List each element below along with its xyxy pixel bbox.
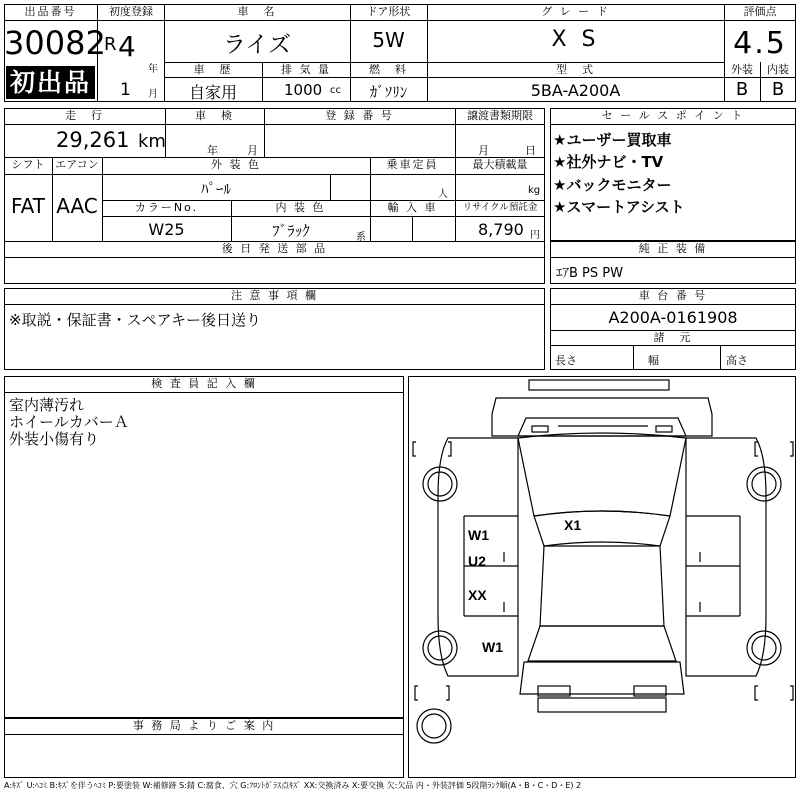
interior-grade-label: 内装 [767,63,789,76]
history-label: 車 歴 [193,63,233,76]
cc-unit: cc [330,85,341,96]
legend-footnote: A:ｷｽﾞ U:ﾍｺﾐ B:ｷｽﾞを伴うﾍｺﾐ P:要塗装 W:補修跡 S:錆 C:腐食、穴 G:ﾌﾛﾝﾄｶﾞﾗｽ点ｷｽﾞ XX:交換済み X:要交換 欠:欠品 内・外装評価 5段階ﾗﾝｸ順(A・B・C・D・E) 2 [4,781,582,790]
car-name-label: 車 名 [237,5,277,18]
sales-point-2: ★社外ナビ・TV [553,153,664,171]
month-unit: 月 [148,89,158,100]
damage-mark-xx: XX [468,587,487,603]
car-name: ライズ [222,32,292,58]
grade-label: グ レ ー ド [541,5,610,18]
exterior-grade-label: 外装 [731,63,753,76]
shift-value: FAT [10,194,45,218]
interior-color: ﾌﾞﾗｯｸ [272,222,310,240]
max-load-label: 最大積載量 [472,158,528,171]
model-label: 型 式 [556,63,595,76]
plate-number-label: 登 録 番 号 [325,109,394,122]
displacement-label: 排 気 量 [281,63,331,76]
inspector-note-1: 室内薄汚れ [9,396,85,414]
transfer-deadline-label: 譲渡書類期限 [467,109,533,122]
registration-month: 1 [120,80,131,100]
sales-points-label: セ ー ル ス ポ イ ン ト [601,109,745,122]
notes-label: 注 意 事 項 欄 [231,289,318,302]
first-listing-label: 初出品 [9,68,91,97]
lot-number-label: 出品番号 [24,5,77,18]
sales-point-4: ★スマートアシスト [553,198,685,216]
inspection-year-unit: 年 [207,144,218,157]
lot-number: 30082 [4,24,106,62]
inspector-note-2: ホイールカバーＡ [9,413,129,431]
color-number: W25 [148,220,185,239]
damage-mark-w1-front: W1 [468,527,489,543]
shift-label: シフト [11,158,45,171]
genuine-equipment-label: 純 正 装 備 [638,242,708,255]
km-unit: km [138,131,166,152]
capacity-unit: 人 [438,189,448,200]
mileage-label: 走 行 [65,109,104,122]
ac-label: エアコン [55,158,99,171]
chassis-number: A200A-0161908 [608,308,738,327]
interior-grade: B [771,79,785,100]
later-shipped-parts-label: 後 日 発 送 部 品 [221,242,328,255]
import-car-label: 輸 入 車 [387,201,438,214]
car-diagram [408,376,796,778]
fuel-type: ｶﾞｿﾘﾝ [369,83,408,101]
score-label: 評価点 [743,5,777,18]
inspector-note-3: 外装小傷有り [9,430,100,448]
genuine-equipment: ｴｱB PS PW [556,266,623,281]
capacity-label: 乗車定員 [386,158,439,171]
interior-color-suffix: 系 [356,232,366,243]
ac-value: AAC [56,194,98,218]
mileage-value: 29,261 [56,128,130,152]
damage-mark-u2: U2 [468,553,486,569]
fuel-label: 燃 料 [369,63,408,76]
door-type: 5W [372,28,405,52]
door-type-label: ドア形状 [366,5,411,18]
exterior-color: ﾊﾟｰﾙ [200,180,231,198]
displacement-value: 1000 [284,81,323,99]
year-unit: 年 [148,64,158,75]
registration-year: 4 [118,30,136,63]
sales-point-1: ★ユーザー買取車 [553,131,672,149]
specs-label: 諸 元 [653,331,693,344]
auction-score: 4.5 [733,26,787,61]
exterior-color-label: 外 装 色 [211,158,261,171]
transfer-month-unit: 月 [478,144,489,157]
width-label: 幅 [648,354,659,367]
exterior-grade: B [735,79,749,100]
notes-text: ※取説・保証書・スペアキー後日送り [9,311,261,329]
first-registration-label: 初度登録 [109,5,153,18]
office-notice-label: 事 務 局 よ り ご 案 内 [132,719,276,732]
load-unit: kg [528,185,541,196]
interior-color-label: 内 装 色 [275,201,326,214]
inspector-notes-label: 検 査 員 記 入 欄 [151,377,257,390]
height-label: 高さ [726,354,748,367]
inspection-month-unit: 月 [247,144,258,157]
vehicle-history: 自家用 [188,83,237,102]
length-label: 長さ [555,354,577,367]
chassis-number-label: 車 台 番 号 [638,289,708,302]
sales-point-3: ★バックモニター [553,176,672,194]
era-label: R [104,34,117,55]
model-code: 5BA-A200A [530,81,621,100]
transfer-day-unit: 日 [525,144,536,157]
damage-mark-w1-rear: W1 [482,639,503,655]
color-number-label: カラーNo. [134,201,199,214]
recycle-deposit-label: リサイクル預託金 [462,202,538,213]
yen-unit: 円 [530,230,540,241]
inspection-label: 車 検 [195,109,234,122]
recycle-deposit: 8,790 [478,220,524,239]
grade-value: X S [551,27,600,52]
damage-mark-x1: X1 [564,517,582,533]
